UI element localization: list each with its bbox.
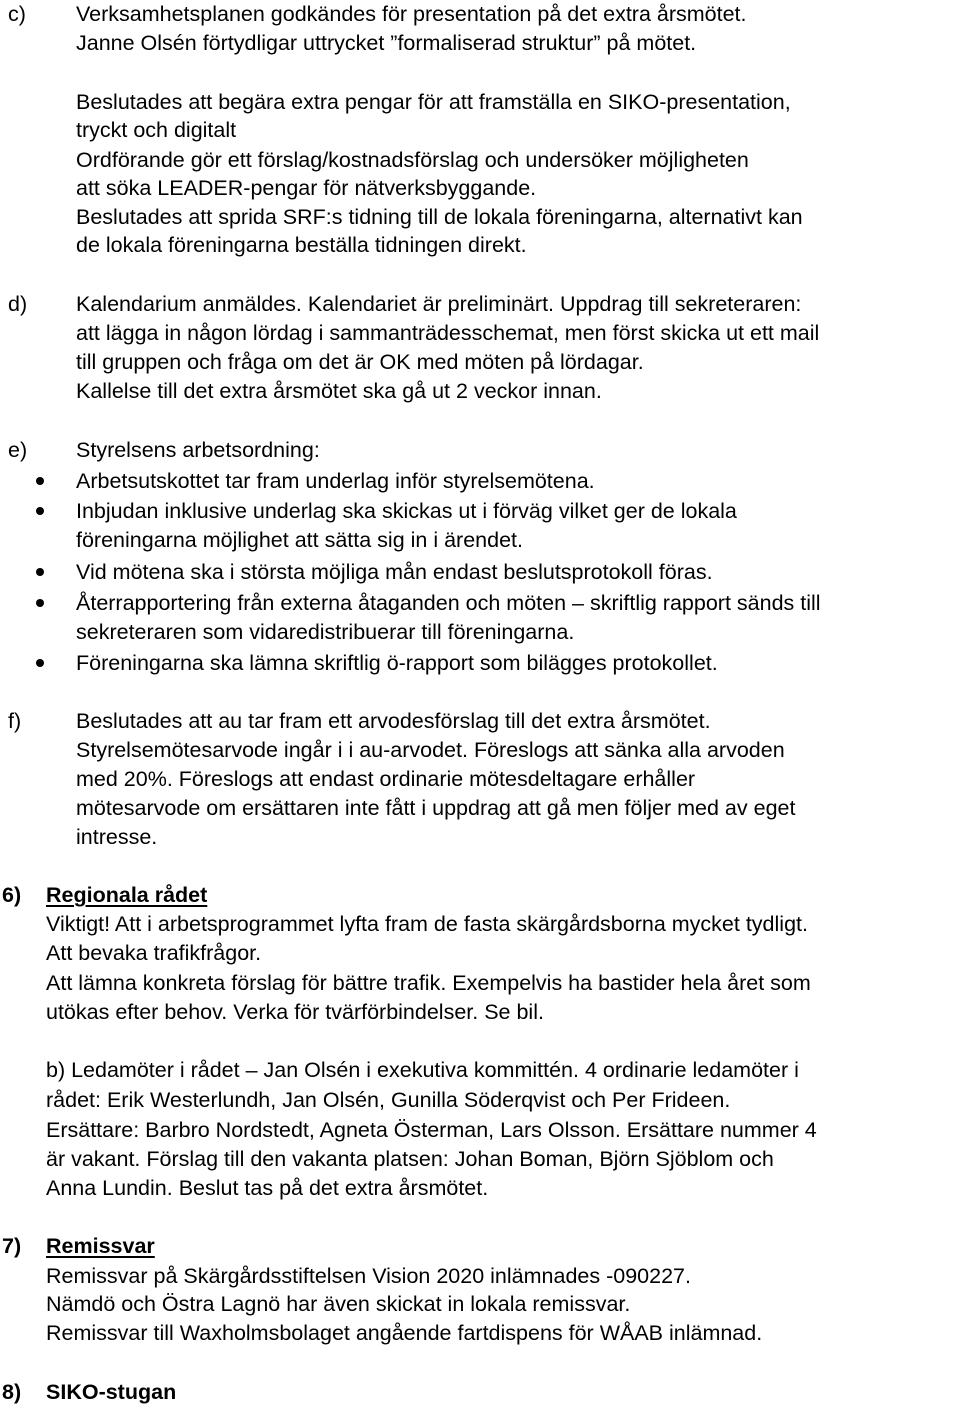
section-6-title: Regionala rådet [46, 883, 208, 907]
section-e-heading: Styrelsens arbetsordning: [76, 438, 320, 462]
section-f-line: Beslutades att au tar fram ett arvodesförslag till det extra årsmötet. [76, 709, 711, 733]
bullet-icon [36, 568, 44, 576]
bullet-icon [36, 477, 44, 485]
section-7-title: Remissvar [46, 1234, 155, 1258]
section-6-line: utökas efter behov. Verka för tvärförbindelser. Se bil. [46, 1000, 544, 1024]
section-f-line: Styrelsemötesarvode ingår i i au-arvodet. Föreslogs att sänka alla arvoden [76, 738, 785, 762]
section-f-line: intresse. [76, 825, 158, 849]
section-d-marker: d) [8, 292, 28, 316]
section-6-number: 6) [2, 883, 22, 907]
section-e-bullet-continued: sekreteraren som vidaredistribuerar till föreningarna. [76, 620, 575, 644]
section-f-marker: f) [8, 709, 22, 733]
section-c-line: att söka LEADER-pengar för nätverksbyggande. [76, 176, 537, 200]
section-7-number: 7) [2, 1234, 22, 1258]
section-6b-line: är vakant. Förslag till den vakanta platsen: Johan Boman, Björn Sjöblom och [46, 1147, 774, 1171]
section-7-line: Remissvar till Waxholmsbolaget angående fartdispens för WÅAB inlämnad. [46, 1321, 763, 1345]
section-f-line: mötesarvode om ersättaren inte fått i uppdrag att gå men följer med av eget [76, 796, 796, 820]
section-7-line: Nämdö och Östra Lagnö har även skickat in lokala remissvar. [46, 1292, 631, 1316]
section-c-line: de lokala föreningarna beställa tidningen direkt. [76, 233, 527, 257]
section-6b-line: Anna Lundin. Beslut tas på det extra årsmötet. [46, 1176, 489, 1200]
section-c-marker: c) [8, 2, 26, 26]
section-d-line: till gruppen och fråga om det är OK med möten på lördagar. [76, 350, 644, 374]
section-c-line: Beslutades att begära extra pengar för att framställa en SIKO-presentation, [76, 90, 791, 114]
section-c-line: tryckt och digitalt [76, 118, 237, 142]
section-6b-line: Ersättare: Barbro Nordstedt, Agneta Österman, Lars Olsson. Ersättare nummer 4 [46, 1118, 817, 1142]
section-e-marker: e) [8, 438, 28, 462]
bullet-icon [36, 659, 44, 667]
section-7-line: Remissvar på Skärgårdsstiftelsen Vision 2020 inlämnades -090227. [46, 1264, 691, 1288]
section-e-bullet: Vid mötena ska i största möjliga mån endast beslutsprotokoll föras. [76, 560, 713, 584]
bullet-icon [36, 507, 44, 515]
section-6-line: Att bevaka trafikfrågor. [46, 941, 262, 965]
section-e-bullet: Arbetsutskottet tar fram underlag inför styrelsemötena. [76, 469, 595, 493]
section-c-line: Verksamhetsplanen godkändes för presentation på det extra årsmötet. [76, 2, 747, 26]
section-e-bullet: Återrapportering från externa åtaganden och möten – skriftlig rapport sänds till [76, 591, 821, 615]
section-f-line: med 20%. Föreslogs att endast ordinarie mötesdeltagare erhåller [76, 767, 696, 791]
section-d-line: Kallelse till det extra årsmötet ska gå ut 2 veckor innan. [76, 379, 602, 403]
section-6-line: Viktigt! Att i arbetsprogrammet lyfta fram de fasta skärgårdsborna mycket tydligt. [46, 912, 808, 936]
section-c-line: Ordförande gör ett förslag/kostnadsförslag och undersöker möjligheten [76, 148, 749, 172]
section-6b-line: b) Ledamöter i rådet – Jan Olsén i exekutiva kommittén. 4 ordinarie ledamöter i [46, 1058, 799, 1082]
section-d-line: Kalendarium anmäldes. Kalendariet är preliminärt. Uppdrag till sekreteraren: [76, 292, 802, 316]
bullet-icon [36, 599, 44, 607]
section-6-line: Att lämna konkreta förslag för bättre trafik. Exempelvis ha bastider hela året som [46, 971, 811, 995]
section-e-bullet-continued: föreningarna möjlighet att sätta sig in i ärendet. [76, 528, 523, 552]
section-8-number: 8) [2, 1380, 22, 1404]
section-8-title: SIKO-stugan [46, 1380, 177, 1404]
section-c-line: Beslutades att sprida SRF:s tidning till de lokala föreningarna, alternativt kan [76, 205, 803, 229]
section-e-bullet: Föreningarna ska lämna skriftlig ö-rapport som bilägges protokollet. [76, 651, 718, 675]
section-c-line: Janne Olsén förtydligar uttrycket ”formaliserad struktur” på mötet. [76, 31, 697, 55]
section-d-line: att lägga in någon lördag i sammanträdesschemat, men först skicka ut ett mail [76, 321, 820, 345]
section-6b-line: rådet: Erik Westerlundh, Jan Olsén, Gunilla Söderqvist och Per Frideen. [46, 1088, 731, 1112]
section-e-bullet: Inbjudan inklusive underlag ska skickas ut i förväg vilket ger de lokala [76, 499, 737, 523]
